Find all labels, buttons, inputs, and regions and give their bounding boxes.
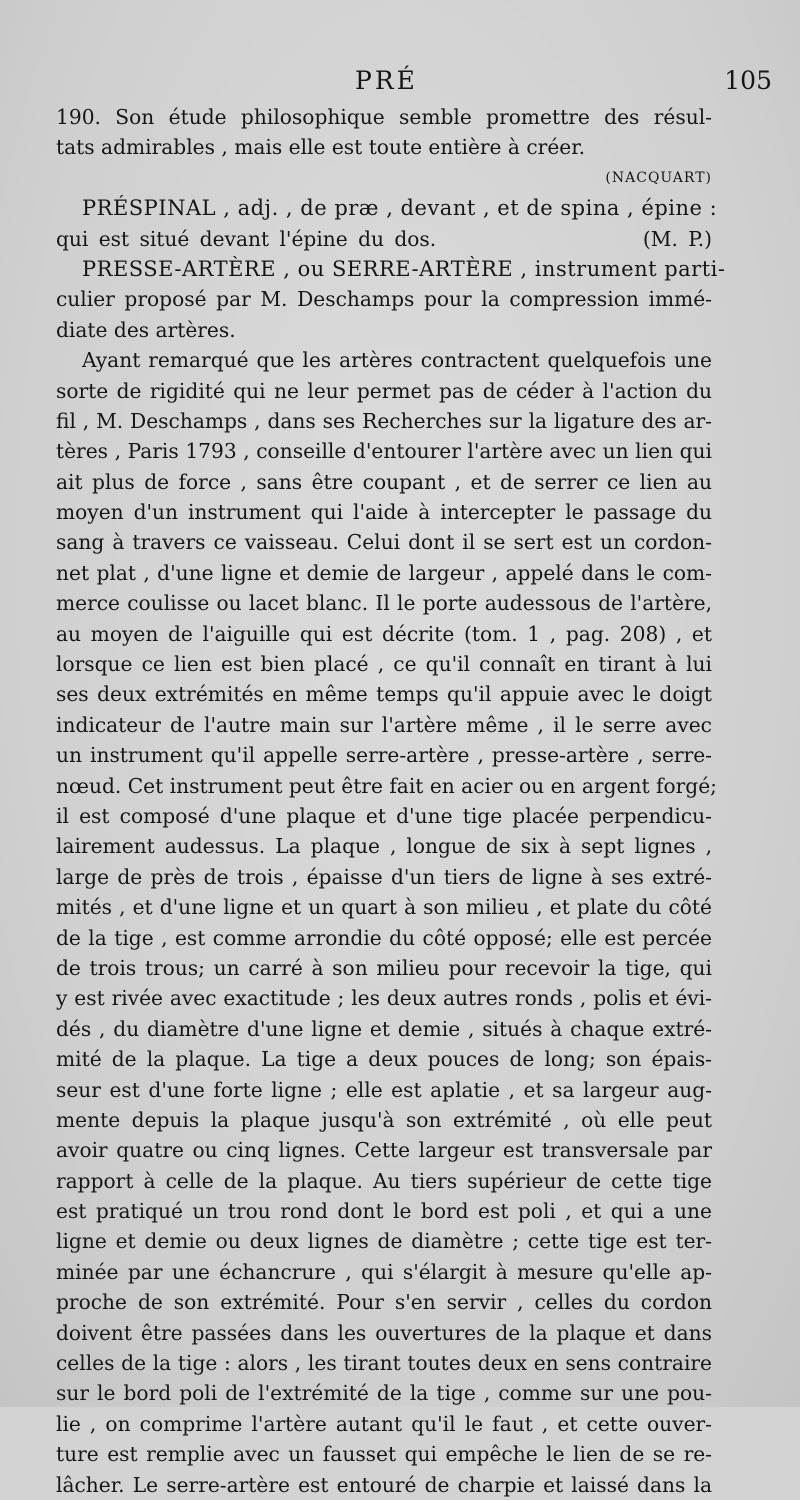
body-text [56, 102, 726, 1500]
text-line: ligne et demie ou deux lignes de diamètre ; cette tige est ter- [56, 1229, 712, 1254]
text-line: sang à travers ce vaisseau. Celui dont il se sert est un cordon- [56, 530, 712, 555]
text-line: dés , du diamètre d'une ligne et demie , situés à chaque extré- [56, 1016, 712, 1041]
text-line: moyen d'un instrument qui l'aide à intercepter le passage du [56, 500, 712, 525]
text-line: ait plus de force , sans être coupant , et de serrer ce lien au [56, 469, 712, 494]
text-line: avoir quatre ou cinq lignes. Cette largeur est transversale par [56, 1138, 712, 1163]
text-line: sur le bord poli de l'extrémité de la tige , comme sur une pou- [56, 1381, 712, 1406]
text-line: seur est d'une forte ligne ; elle est aplatie , et sa largeur aug- [56, 1077, 712, 1102]
text-line: de la tige , est comme arrondie du côté opposé; elle est percée [56, 925, 712, 950]
text-line: de trois trous; un carré à son milieu pour recevoir la tige, qui [56, 955, 712, 980]
text-line: large de près de trois , épaisse d'un tiers de ligne à ses extré- [56, 864, 712, 889]
text-line: merce coulisse ou lacet blanc. Il le porte audessous de l'artère, [56, 591, 712, 616]
text-line: y est rivée avec exactitude ; les deux autres ronds , polis et évi- [56, 986, 712, 1011]
text-line: culier proposé par M. Deschamps pour la compression immé- [56, 287, 712, 312]
text-line: ses deux extrémités en même temps qu'il appuie avec le doigt [56, 682, 712, 707]
page-number: 105 [724, 66, 772, 95]
text-line: lorsque ce lien est bien placé , ce qu'il connaît en tirant à lui [56, 652, 712, 677]
text-line: minée par une échancrure , qui s'élargit à mesure qu'elle ap- [56, 1259, 712, 1284]
text-line: au moyen de l'aiguille qui est décrite (tom. 1 , pag. 208) , et [56, 621, 712, 646]
page-header [0, 66, 800, 106]
text-line: sorte de rigidité qui ne leur permet pas de céder à l'action du [56, 378, 712, 403]
text-line: tats admirables , mais elle est toute entière à créer. [56, 135, 586, 160]
text-line: celles de la tige : alors , les tirant toutes deux en sens contraire [56, 1351, 712, 1376]
text-line: diate des artères. [56, 317, 236, 342]
text-line: lairement audessus. La plaque , longue de six à sept lignes , [56, 834, 712, 859]
text-line: mité de la plaque. La tige a deux pouces de long; son épais- [56, 1047, 712, 1072]
entry-presse-artere: PRESSE-ARTÈRE , ou SERRE-ARTÈRE , instrument parti- [82, 256, 726, 281]
text-line: mités , et d'une ligne et un quart à son milieu , et plate du côté [56, 895, 712, 920]
text-line: net plat , d'une ligne et demie de largeur , appelé dans le com- [56, 560, 712, 585]
text-line: rapport à celle de la plaque. Au tiers supérieur de cette tige [56, 1168, 712, 1193]
text-line: fil , M. Deschamps , dans ses Recherches sur la ligature des ar- [56, 408, 712, 433]
text-line: il est composé d'une plaque et d'une tige placée perpendicu- [56, 803, 712, 828]
text-line: lie , on comprime l'artère autant qu'il le faut , et cette ouver- [56, 1411, 712, 1436]
text-line: proche de son extrémité. Pour s'en servir , celles du cordon [56, 1290, 712, 1315]
text-line: est pratiqué un trou rond dont le bord est poli , et qui a une [56, 1199, 712, 1224]
text-line: doivent être passées dans les ouvertures de la plaque et dans [56, 1320, 712, 1345]
text-line: un instrument qu'il appelle serre-artère , presse-artère , serre- [56, 743, 712, 768]
text-line: nœud. Cet instrument peut être fait en acier ou en argent forgé; [56, 773, 717, 798]
text-line: Ayant remarqué que les artères contractent quelquefois une [82, 348, 712, 373]
text-line: indicateur de l'autre main sur l'artère même , il le serre avec [56, 712, 712, 737]
text-line: 190. Son étude philosophique semble promettre des résul- [56, 105, 712, 129]
author-signature: (NACQUART) [605, 169, 712, 186]
text-line: mente depuis la plaque jusqu'à son extrémité , où elle peut [56, 1107, 712, 1132]
text-line: tères , Paris 1793 , conseille d'entourer l'artère avec un lien qui [56, 439, 712, 464]
entry-prespinal: PRÉSPINAL , adj. , de præ , devant , et de spina , épine : [82, 196, 718, 221]
text-line: qui est situé devant l'épine du dos. (M. P.) [56, 226, 712, 251]
text-line: lâcher. Le serre-artère est entouré de charpie et laissé dans la [56, 1472, 712, 1497]
text-line: ture est remplie avec un fausset qui empêche le lien de se re- [56, 1442, 712, 1467]
running-head: PRÉ [355, 66, 418, 95]
